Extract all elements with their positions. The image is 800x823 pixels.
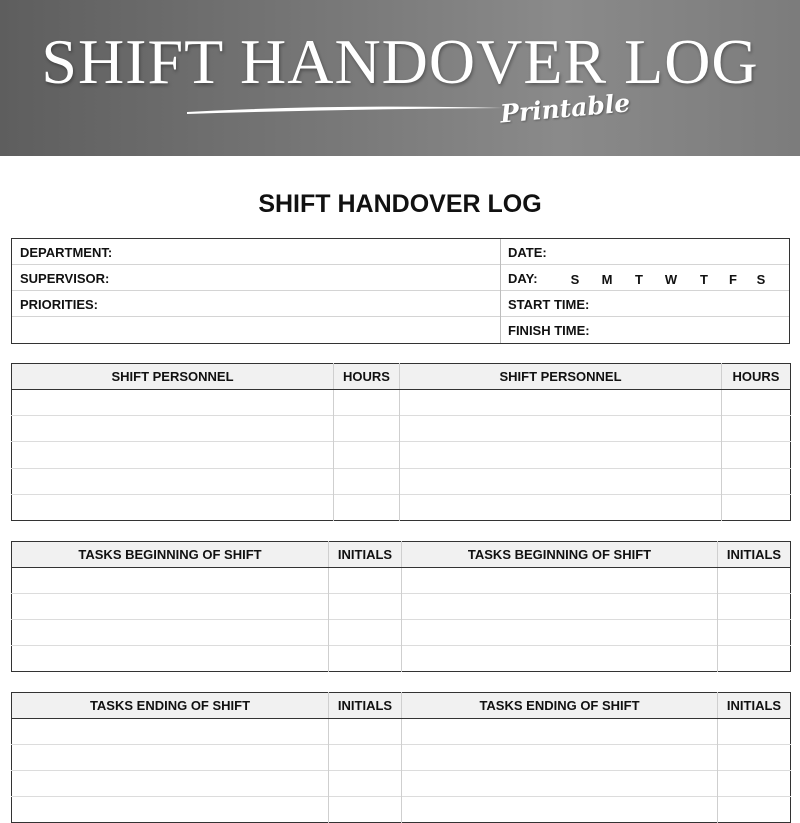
table-cell[interactable] <box>722 494 791 520</box>
table-cell[interactable] <box>329 797 402 823</box>
table-cell[interactable] <box>12 745 329 771</box>
banner-title: SHIFT HANDOVER LOG <box>41 26 759 97</box>
column-header: INITIALS <box>329 542 402 568</box>
table-cell[interactable] <box>12 390 334 416</box>
table-cell[interactable] <box>402 594 718 620</box>
day-label: DAY: <box>508 271 538 286</box>
table-cell[interactable] <box>400 494 722 520</box>
table-cell[interactable] <box>718 797 791 823</box>
day-letter: S <box>570 272 580 287</box>
table-cell[interactable] <box>722 416 791 442</box>
table-cell[interactable] <box>329 646 402 672</box>
table-cell[interactable] <box>12 416 334 442</box>
table-cell[interactable] <box>329 771 402 797</box>
day-letter: T <box>700 272 708 287</box>
table-row <box>12 620 791 646</box>
table-cell[interactable] <box>400 468 722 494</box>
table-cell[interactable] <box>12 719 329 745</box>
page-title: SHIFT HANDOVER LOG <box>258 190 542 218</box>
finish-time-label: FINISH TIME: <box>508 323 590 338</box>
info-box <box>11 238 790 344</box>
table-cell[interactable] <box>12 568 329 594</box>
table-cell[interactable] <box>12 468 334 494</box>
table-cell[interactable] <box>402 745 718 771</box>
column-header: HOURS <box>722 364 791 390</box>
table-cell[interactable] <box>12 620 329 646</box>
column-header: TASKS ENDING OF SHIFT <box>402 693 718 719</box>
table-cell[interactable] <box>334 416 400 442</box>
column-header: TASKS BEGINNING OF SHIFT <box>402 542 718 568</box>
table-cell[interactable] <box>334 494 400 520</box>
table-cell[interactable] <box>329 620 402 646</box>
table-row <box>12 416 791 442</box>
supervisor-label: SUPERVISOR: <box>20 271 110 286</box>
column-header: SHIFT PERSONNEL <box>400 364 722 390</box>
table-cell[interactable] <box>12 646 329 672</box>
table-row <box>12 646 791 672</box>
table-row <box>12 719 791 745</box>
table-cell[interactable] <box>718 620 791 646</box>
table-row <box>12 594 791 620</box>
table-cell[interactable] <box>718 568 791 594</box>
date-label: DATE: <box>508 245 547 260</box>
table-cell[interactable] <box>329 594 402 620</box>
table-cell[interactable] <box>400 390 722 416</box>
swoosh-decoration <box>185 100 505 120</box>
table-row <box>12 468 791 494</box>
day-letter: S <box>756 272 766 287</box>
table-cell[interactable] <box>12 797 329 823</box>
day-letter: M <box>601 272 613 287</box>
info-divider <box>12 316 789 317</box>
day-letter: W <box>664 272 678 287</box>
table-cell[interactable] <box>400 416 722 442</box>
table-cell[interactable] <box>402 620 718 646</box>
table-cell[interactable] <box>334 468 400 494</box>
column-header: SHIFT PERSONNEL <box>12 364 334 390</box>
info-divider <box>12 264 789 265</box>
banner <box>0 0 800 156</box>
column-header: HOURS <box>334 364 400 390</box>
table-row <box>12 745 791 771</box>
table-cell[interactable] <box>12 594 329 620</box>
column-header: TASKS BEGINNING OF SHIFT <box>12 542 329 568</box>
column-header: INITIALS <box>329 693 402 719</box>
department-label: DEPARTMENT: <box>20 245 113 260</box>
table-cell[interactable] <box>12 494 334 520</box>
table-cell[interactable] <box>718 719 791 745</box>
info-column-divider <box>500 239 501 343</box>
start-time-label: START TIME: <box>508 297 590 312</box>
table-cell[interactable] <box>718 745 791 771</box>
banner-subtitle: Printable <box>498 88 632 129</box>
table-cell[interactable] <box>334 442 400 468</box>
table-cell[interactable] <box>722 390 791 416</box>
tasks-ending-table <box>11 692 791 823</box>
table-cell[interactable] <box>402 568 718 594</box>
table-cell[interactable] <box>402 771 718 797</box>
table-cell[interactable] <box>400 442 722 468</box>
table-row <box>12 442 791 468</box>
table-cell[interactable] <box>718 646 791 672</box>
shift-personnel-table <box>11 363 791 521</box>
tasks-beginning-table <box>11 541 791 672</box>
table-cell[interactable] <box>718 594 791 620</box>
day-letter: T <box>635 272 643 287</box>
table-cell[interactable] <box>402 646 718 672</box>
table-cell[interactable] <box>12 442 334 468</box>
table-cell[interactable] <box>329 719 402 745</box>
priorities-label: PRIORITIES: <box>20 297 99 312</box>
table-row <box>12 797 791 823</box>
column-header: INITIALS <box>718 542 791 568</box>
table-cell[interactable] <box>722 442 791 468</box>
column-header: INITIALS <box>718 693 791 719</box>
table-cell[interactable] <box>718 771 791 797</box>
table-row <box>12 390 791 416</box>
table-cell[interactable] <box>329 745 402 771</box>
table-row <box>12 568 791 594</box>
day-letter: F <box>729 272 737 287</box>
table-cell[interactable] <box>12 771 329 797</box>
table-cell[interactable] <box>722 468 791 494</box>
table-cell[interactable] <box>402 719 718 745</box>
table-cell[interactable] <box>334 390 400 416</box>
table-cell[interactable] <box>329 568 402 594</box>
table-cell[interactable] <box>402 797 718 823</box>
info-divider <box>12 290 789 291</box>
table-row <box>12 494 791 520</box>
table-row <box>12 771 791 797</box>
column-header: TASKS ENDING OF SHIFT <box>12 693 329 719</box>
